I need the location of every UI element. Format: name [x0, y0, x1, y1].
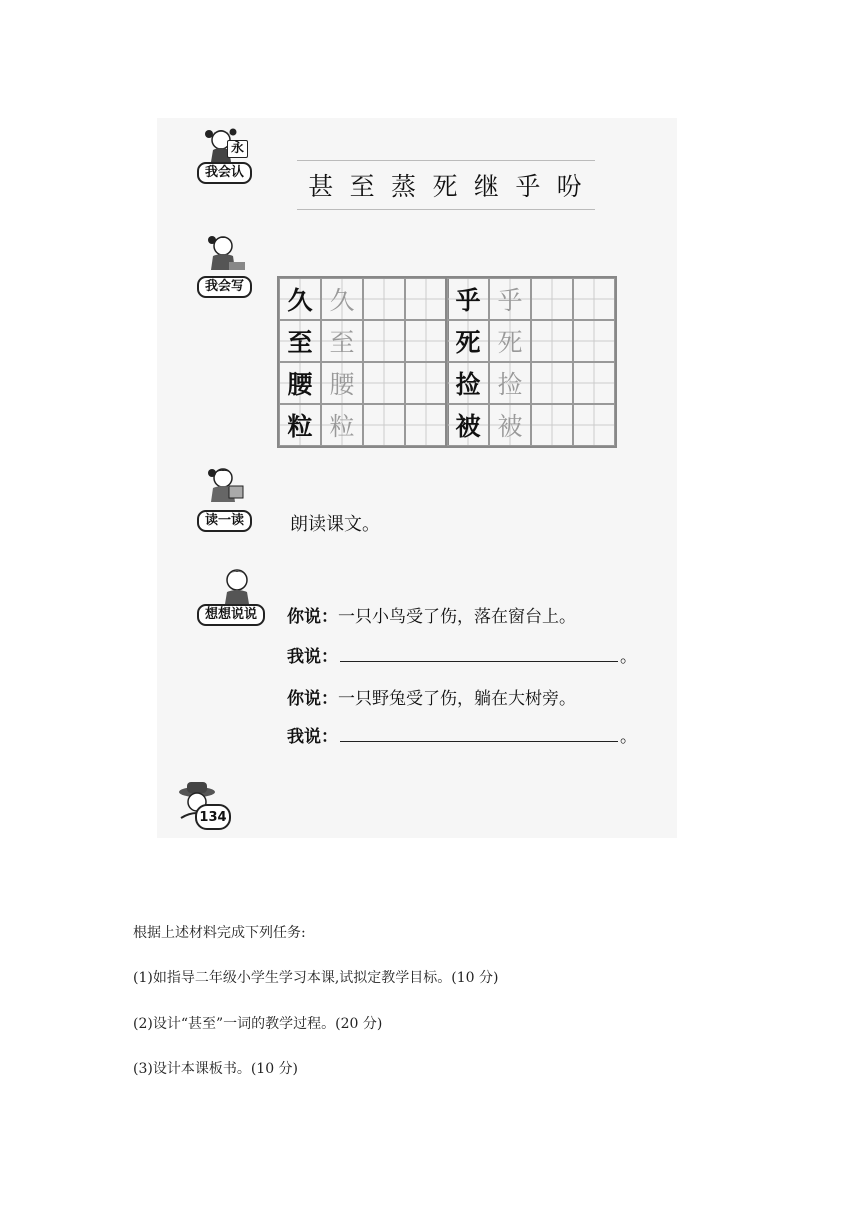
grid-empty-cell: [405, 404, 447, 446]
grid-trace-char: 腰: [321, 362, 363, 404]
grid-empty-cell: [573, 278, 615, 320]
girl-with-book-icon: [201, 464, 253, 510]
recognize-badge-char: 永: [227, 140, 248, 158]
recognize-characters: [297, 160, 595, 210]
think-tag: 想想说说: [197, 604, 265, 626]
writing-grid-right: [445, 276, 617, 448]
recognize-char: 蒸: [391, 172, 419, 201]
grid-model-char: 被: [447, 404, 489, 446]
grid-model-char: 腰: [279, 362, 321, 404]
grid-model-char: 捡: [447, 362, 489, 404]
dialog-line-2: [287, 642, 637, 667]
grid-trace-char: 久: [321, 278, 363, 320]
grid-empty-cell: [405, 278, 447, 320]
dialog-line-4: [287, 722, 637, 747]
task-question-2: (2)设计“甚至”一词的教学过程。(20 分): [133, 1016, 383, 1032]
page-number: 134: [195, 804, 231, 830]
you-say-sentence: 一只小鸟受了伤，落在窗台上。: [338, 607, 576, 627]
you-say-sentence: 一只野兔受了伤，躺在大树旁。: [338, 689, 576, 709]
grid-empty-cell: [573, 404, 615, 446]
recognize-char: 死: [432, 172, 460, 201]
end-mark: 。: [620, 727, 637, 747]
grid-trace-char: 死: [489, 320, 531, 362]
grid-empty-cell: [531, 320, 573, 362]
i-say-label: 我说：: [287, 647, 338, 667]
recognize-char: 至: [349, 172, 377, 201]
textbook-page-scan: [157, 118, 677, 838]
you-say-label: 你说：: [287, 607, 338, 627]
grid-empty-cell: [405, 320, 447, 362]
writing-grid-left: [277, 276, 449, 448]
grid-model-char: 乎: [447, 278, 489, 320]
answer-blank[interactable]: [340, 725, 618, 742]
girl-writing-icon: [201, 230, 251, 278]
grid-model-char: 久: [279, 278, 321, 320]
grid-empty-cell: [363, 278, 405, 320]
grid-empty-cell: [363, 320, 405, 362]
grid-empty-cell: [573, 320, 615, 362]
i-say-label: 我说：: [287, 727, 338, 747]
grid-model-char: 至: [279, 320, 321, 362]
recognize-char: 乎: [515, 172, 543, 201]
grid-model-char: 死: [447, 320, 489, 362]
grid-empty-cell: [363, 404, 405, 446]
grid-empty-cell: [531, 362, 573, 404]
task-intro: 根据上述材料完成下列任务:: [133, 925, 306, 941]
read-tag: 读一读: [197, 510, 252, 532]
read-instruction: 朗读课文。: [290, 514, 380, 535]
grid-empty-cell: [531, 404, 573, 446]
grid-trace-char: 乎: [489, 278, 531, 320]
recognize-char: 吩: [556, 172, 584, 201]
dialog-line-3: [287, 684, 576, 709]
write-tag: 我会写: [197, 276, 252, 298]
recognize-tag: 我会认: [197, 162, 252, 184]
grid-empty-cell: [363, 362, 405, 404]
task-question-1: (1)如指导二年级小学生学习本课,试拟定教学目标。(10 分): [133, 970, 499, 986]
grid-model-char: 粒: [279, 404, 321, 446]
task-question-3: (3)设计本课板书。(10 分): [133, 1061, 299, 1077]
recognize-char: 甚: [308, 172, 336, 201]
answer-blank[interactable]: [340, 645, 618, 662]
end-mark: 。: [620, 647, 637, 667]
grid-empty-cell: [405, 362, 447, 404]
grid-trace-char: 至: [321, 320, 363, 362]
you-say-label: 你说：: [287, 689, 338, 709]
grid-trace-char: 捡: [489, 362, 531, 404]
dialog-line-1: [287, 602, 576, 627]
grid-empty-cell: [531, 278, 573, 320]
grid-trace-char: 被: [489, 404, 531, 446]
grid-empty-cell: [573, 362, 615, 404]
girl-thinking-icon: [213, 564, 263, 606]
recognize-char: 继: [473, 172, 501, 201]
grid-trace-char: 粒: [321, 404, 363, 446]
